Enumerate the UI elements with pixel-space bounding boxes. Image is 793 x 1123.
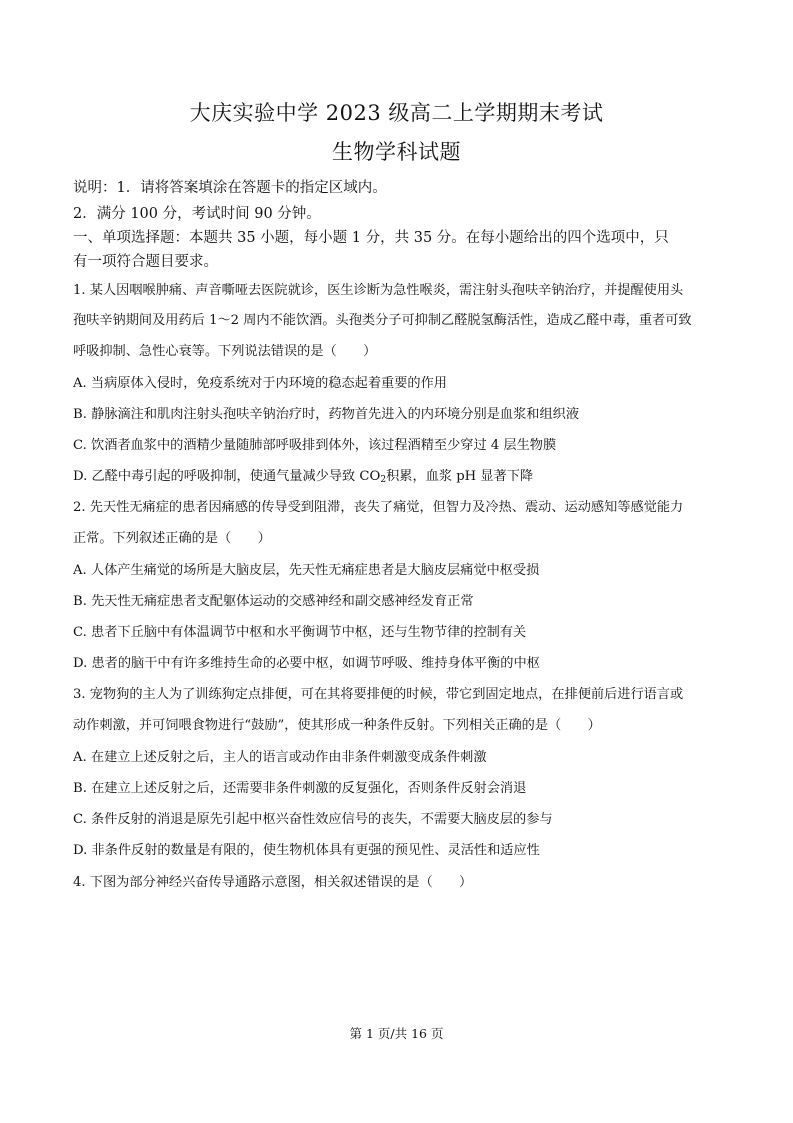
question-1-text-line-3: 呼吸抑制、急性心衰等。下列说法错误的是（ ） [73, 344, 377, 359]
question-3-option-b: B. 在建立上述反射之后，还需要非条件刺激的反复强化，否则条件反射会消退 [73, 781, 527, 796]
question-2-text-line-2: 正常。下列叙述正确的是（ ） [73, 531, 271, 546]
question-2-option-c: C. 患者下丘脑中有体温调节中枢和水平衡调节中枢，还与生物节律的控制有关 [73, 625, 527, 640]
exam-subtitle: 生物学科试题 [332, 140, 461, 164]
section-1-heading: 一、单项选择题：本题共 35 小题，每小题 1 分，共 35 分。在每小题给出的四个选项中，只 [73, 230, 669, 246]
section-1-heading-cont: 有一项符合题目要求。 [73, 254, 218, 270]
question-3-text-line-2: 动作刺激，并可饲喂食物进行“鼓励”，使其形成一种条件反射。下列相关正确的是（ ） [73, 718, 601, 733]
question-1-option-d-post: 积累，血浆 pH 显著下降 [386, 469, 534, 484]
question-3-option-a: A. 在建立上述反射之后，主人的语言或动作由非条件刺激变成条件刺激 [73, 750, 487, 765]
question-2-option-b: B. 先天性无痛症患者支配躯体运动的交感神经和副交感神经发育正常 [73, 594, 474, 609]
question-3-option-c: C. 条件反射的消退是原先引起中枢兴奋性效应信号的丧失，不需要大脑皮层的参与 [73, 812, 553, 827]
question-1-option-a: A. 当病原体入侵时，免疫系统对于内环境的稳态起着重要的作用 [73, 376, 447, 391]
question-1-option-b: B. 静脉滴注和肌肉注射头孢呋辛钠治疗时，药物首先进入的内环境分别是血浆和组织液 [73, 407, 580, 422]
question-3-option-d: D. 非条件反射的数量是有限的，使生物机体具有更强的预见性、灵活性和适应性 [73, 843, 540, 858]
question-2-text-line-1: 2. 先天性无痛症的患者因痛感的传导受到阻滞，丧失了痛觉，但智力及冷热、震动、运动感知等感觉能力 [73, 500, 684, 515]
page-number-footer: 第 1 页/共 16 页 [349, 1026, 444, 1041]
question-1-option-d-subscript: 2 [380, 475, 387, 485]
exam-title: 大庆实验中学 2023 级高二上学期期末考试 [189, 101, 604, 125]
question-4-text-line-1: 4. 下图为部分神经兴奋传导通路示意图，相关叙述错误的是（ ） [73, 875, 473, 890]
question-1-option-d-pre: D. 乙醛中毒引起的呼吸抑制，使通气量减少导致 CO [73, 469, 381, 484]
question-1-text-line-1: 1. 某人因咽喉肿痛、声音嘶哑去医院就诊，医生诊断为急性喉炎，需注射头孢呋辛钠治疗，并提醒使用头 [73, 283, 684, 298]
instruction-note-2: 2．满分 100 分，考试时间 90 分钟。 [73, 206, 321, 222]
question-2-option-a: A. 人体产生痛觉的场所是大脑皮层，先天性无痛症患者是大脑皮层痛觉中枢受损 [73, 563, 540, 578]
question-1-option-c: C. 饮酒者血浆中的酒精少量随肺部呼吸排到体外，该过程酒精至少穿过 4 层生物膜 [73, 438, 557, 453]
instruction-note-1: 说明：1．请将答案填涂在答题卡的指定区域内。 [73, 180, 387, 196]
question-1-option-d [73, 465, 723, 485]
question-3-text-line-1: 3. 宠物狗的主人为了训练狗定点排便，可在其将要排便的时候，带它到固定地点，在排便前后进行语言或 [73, 687, 684, 702]
question-2-option-d: D. 患者的脑干中有许多维持生命的必要中枢，如调节呼吸、维持身体平衡的中枢 [73, 656, 540, 671]
question-1-text-line-2: 孢呋辛钠期间及用药后 1～2 周内不能饮酒。头孢类分子可抑制乙醛脱氢酶活性，造成乙醛中毒，重者可致 [73, 313, 692, 328]
